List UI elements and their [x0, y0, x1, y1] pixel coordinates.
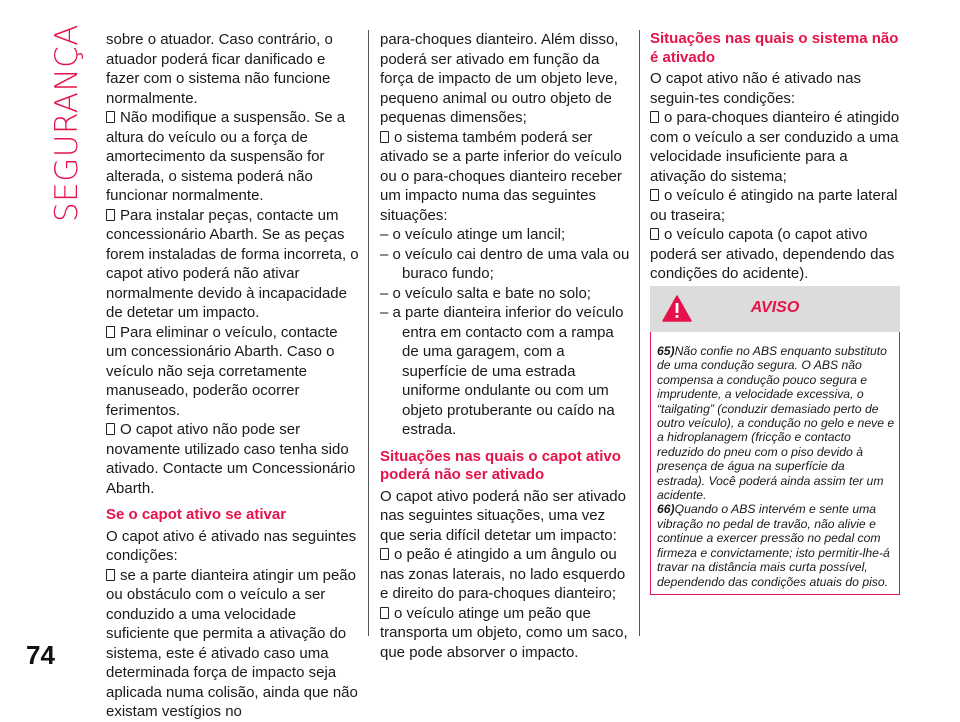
warning-title: AVISO [750, 299, 800, 316]
warning-note: 66)Quando o ABS intervém e sente uma vibração no pedal de travão, não alivie e continue a exercer pressão no pedal com firmeza e convictamente; isto permitir-lhe-á travar na distância mais curta possível, dependendo das condições atuais do piso. [657, 502, 890, 589]
note-number: 66) [657, 502, 675, 517]
text-column-2 [380, 30, 630, 662]
bullet-item: o para-choques dianteiro é atingido com o veículo a ser conduzido a uma velocidade insuficiente para a ativação do sistema; [650, 109, 900, 185]
column-divider [368, 30, 369, 636]
paragraph: O capot ativo poderá não ser ativado nas seguintes situações, uma vez que seria difícil detetar um impacto: [380, 487, 626, 544]
bullet-icon [380, 607, 389, 619]
bullet-item: Não modifique a suspensão. Se a altura do veículo ou a força de amortecimento da suspensão for alterada, o sistema poderá não funcionar normalmente. [106, 109, 346, 204]
bullet-icon [106, 569, 115, 581]
page-number: 74 [26, 640, 55, 670]
bullet-item: o veículo atinge um peão que transporta um objeto, como um saco, que pode absorver o impacto. [380, 604, 628, 661]
paragraph: para-choques dianteiro. Além disso, poderá ser ativado em função da força de impacto de um objeto leve, pequeno animal ou outro objeto de pequenas dimensões; [380, 31, 619, 126]
paragraph: sobre o atuador. Caso contrário, o atuador poderá ficar danificado e fazer com o sistema não funcione normalmente. [106, 31, 333, 107]
warning-note: 65)Não confie no ABS enquanto substituto de uma condução segura. O ABS não compensa a condução pouco segura e imprudente, a velocidade excessiva, o “tailgating” (conduzir demasiado perto de outro veículo), a condução no gelo e neve e a hidroplanagem (fricção e contacto reduzido do pneu com o piso devido à presença de água na superfície da estrada). Você poderá ainda assim ter um acidente. [657, 344, 895, 503]
bullet-item: O capot ativo não pode ser novamente utilizado caso tenha sido ativado. Contacte um Concessionário Abarth. [106, 421, 356, 497]
bullet-icon [380, 131, 389, 143]
bullet-item: Para instalar peças, contacte um concessionário Abarth. Se as peças forem instaladas de forma incorreta, o capot ativo poderá não ativar normalmente devido à incapacidade de detetar um impacto. [106, 206, 359, 321]
bullet-item: o veículo capota (o capot ativo poderá ser ativado, dependendo das condições do acidente). [650, 226, 895, 282]
section-heading: Se o capot ativo se ativar [106, 506, 287, 523]
dash-item: – o veículo salta e bate no solo; [380, 284, 591, 302]
warning-body [650, 332, 900, 595]
bullet-icon [380, 548, 389, 560]
bullet-icon [106, 209, 115, 221]
paragraph: O capot ativo é ativado nas seguintes condições: [106, 527, 357, 564]
bullet-icon [650, 189, 659, 201]
dash-item: – o veículo cai dentro de uma vala ou buraco fundo; [380, 245, 630, 282]
paragraph: O capot ativo não é ativado nas seguin-tes condições: [650, 70, 861, 107]
note-number: 65) [657, 344, 675, 358]
bullet-icon [650, 228, 659, 240]
bullet-icon [650, 111, 659, 123]
column-divider [639, 30, 640, 636]
dash-item: – a parte dianteira inferior do veículo entra em contacto com a rampa de uma garagem, com a superfície de uma estrada uniforme ondulante ou com um objeto protuberante ou caído na estrada. [380, 304, 624, 438]
section-side-title: SEGURANÇA [49, 24, 85, 223]
warning-box [650, 286, 900, 595]
bullet-item: Para eliminar o veículo, contacte um concessionário Abarth. Caso o veículo não seja corretamente manuseado, poderão ocorrer ferimentos. [106, 323, 338, 419]
text-column-3 [650, 30, 900, 284]
bullet-item: se a parte dianteira atingir um peão ou obstáculo com o veículo a ser conduzido a uma velocidade suficiente que permita a ativação do sistema, este é ativado caso uma determinada força de impacto seja aplicada numa colisão, ainda que não existam vestígios no [106, 566, 358, 720]
warning-header [650, 286, 900, 332]
section-heading: Situações nas quais o capot ativo poderá não ser ativado [380, 447, 621, 483]
dash-item: – o veículo atinge um lancil; [380, 226, 566, 243]
bullet-item: o peão é atingido a um ângulo ou nas zonas laterais, no lado esquerdo e direito do para-choques dianteiro; [380, 546, 626, 602]
section-heading: Situações nas quais o sistema não é ativado [650, 30, 899, 66]
bullet-icon [106, 326, 115, 338]
bullet-icon [106, 423, 115, 435]
bullet-icon [106, 111, 115, 123]
bullet-item: o sistema também poderá ser ativado se a parte inferior do veículo ou o para-choques dianteiro receber um impacto numa das seguintes situações: [380, 128, 622, 224]
text-column-1 [106, 30, 362, 722]
bullet-item: o veículo é atingido na parte lateral ou traseira; [650, 187, 898, 224]
